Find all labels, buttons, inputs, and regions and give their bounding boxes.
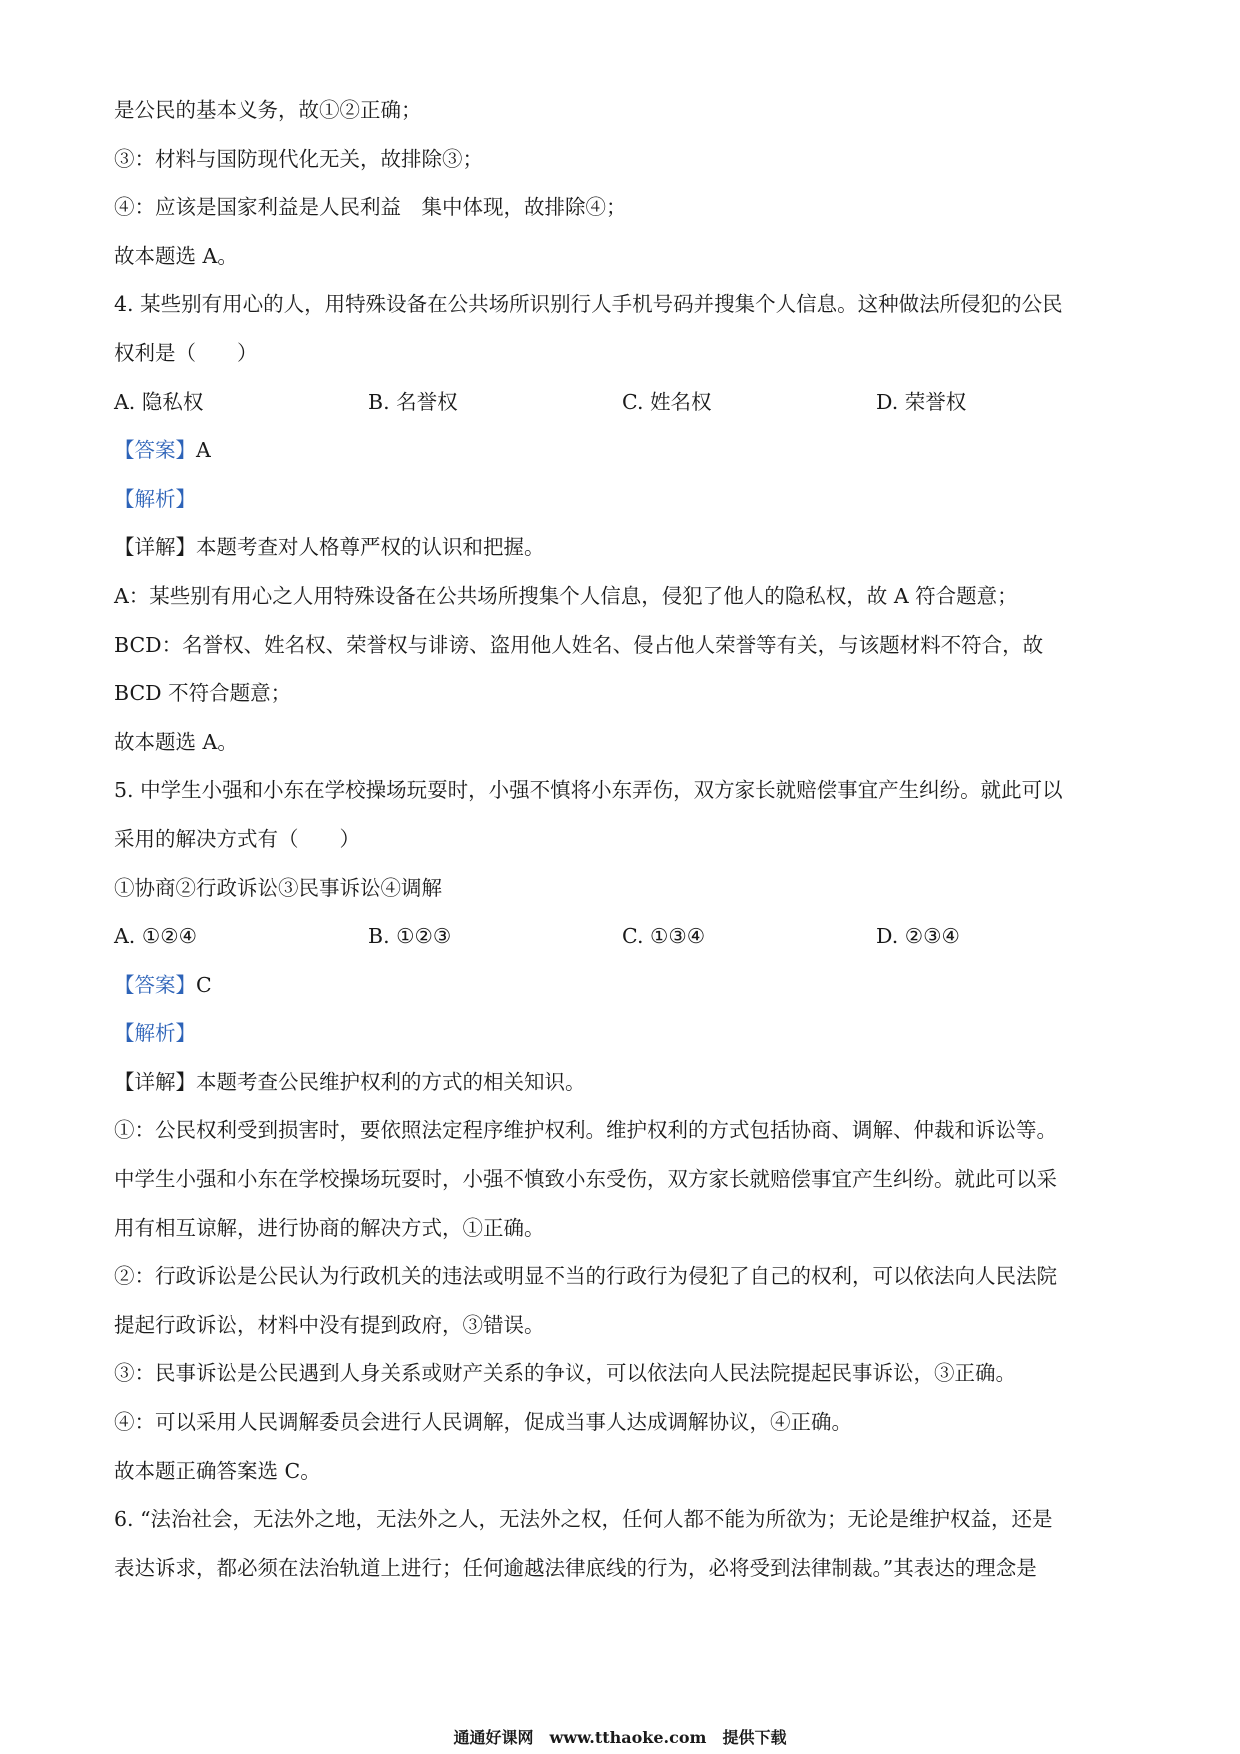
answer-value: C — [196, 972, 212, 997]
document-body — [114, 96, 1134, 1602]
question-6-stem-cont: 表达诉求，都必须在法治轨道上进行；任何逾越法律底线的行为，必将受到法律制裁。”其表达的理念是 — [114, 1555, 1037, 1580]
question-4-options — [114, 388, 1134, 417]
option-c: C. ①③④ — [622, 924, 706, 949]
text-line: 故本题选 A。 — [114, 243, 238, 268]
detail-line: ②：行政诉讼是公民认为行政机关的违法或明显不当的行政行为侵犯了自己的权利，可以依法向人民法院 — [114, 1264, 1057, 1289]
detail-line: 中学生小强和小东在学校操场玩耍时，小强不慎致小东受伤，双方家长就赔偿事宜产生纠纷。就此可以采 — [114, 1167, 1057, 1192]
detail-line: ①：公民权利受到损害时，要依照法定程序维护权利。维护权利的方式包括协商、调解、仲裁和诉讼等。 — [114, 1118, 1057, 1143]
question-5-answer — [114, 971, 1134, 1000]
detail-line: 【详解】本题考查公民维护权利的方式的相关知识。 — [114, 1069, 586, 1094]
detail-line: 用有相互谅解，进行协商的解决方式，①正确。 — [114, 1215, 545, 1240]
option-d: D. 荣誉权 — [876, 389, 967, 414]
detail-line: 提起行政诉讼，材料中没有提到政府，③错误。 — [114, 1312, 545, 1337]
detail-line: 故本题选 A。 — [114, 729, 238, 754]
question-6-stem: 6. “法治社会，无法外之地，无法外之人，无法外之权，任何人都不能为所欲为；无论是维护权益，还是 — [114, 1507, 1053, 1532]
question-4-stem: 4. 某些别有用心的人，用特殊设备在公共场所识别行人手机号码并搜集个人信息。这种做法所侵犯的公民 — [114, 292, 1063, 317]
detail-line: A：某些别有用心之人用特殊设备在公共场所搜集个人信息，侵犯了他人的隐私权，故 A 符合题意； — [114, 583, 1018, 608]
question-4-analysis-tag: 【解析】 — [114, 486, 196, 511]
detail-line: ③：民事诉讼是公民遇到人身关系或财产关系的争议，可以依法向人民法院提起民事诉讼，③正确。 — [114, 1361, 1016, 1386]
detail-line: BCD 不符合题意； — [114, 681, 292, 706]
answer-value: A — [196, 438, 211, 463]
text-line: 是公民的基本义务，故①②正确； — [114, 98, 422, 122]
question-5-stem-cont: 采用的解决方式有（ ） — [114, 826, 360, 851]
question-5-options — [114, 922, 1134, 951]
option-a: A. ①②④ — [114, 924, 197, 949]
answer-tag: 【答案】 — [114, 438, 196, 463]
detail-line: 故本题正确答案选 C。 — [114, 1458, 321, 1483]
answer-tag: 【答案】 — [114, 972, 196, 997]
option-b: B. 名誉权 — [368, 389, 458, 414]
option-c: C. 姓名权 — [622, 389, 712, 414]
option-b: B. ①②③ — [368, 924, 452, 949]
text-line: ④：应该是国家利益是人民利益 集中体现，故排除④； — [114, 195, 627, 220]
page-footer: 通通好课网 www.tthaoke.com 提供下载 — [453, 1728, 787, 1747]
question-4-stem-cont: 权利是（ ） — [114, 340, 258, 365]
detail-line: BCD：名誉权、姓名权、荣誉权与诽谤、盗用他人姓名、侵占他人荣誉等有关，与该题材料不符合，故 — [114, 632, 1044, 657]
question-5-items: ①协商②行政诉讼③民事诉讼④调解 — [114, 875, 442, 900]
question-5-analysis-tag: 【解析】 — [114, 1021, 196, 1046]
option-a: A. 隐私权 — [114, 389, 204, 414]
question-4-answer — [114, 436, 1134, 465]
detail-line: ④：可以采用人民调解委员会进行人民调解，促成当事人达成调解协议，④正确。 — [114, 1410, 852, 1435]
option-d: D. ②③④ — [876, 924, 960, 949]
question-5-stem: 5. 中学生小强和小东在学校操场玩耍时，小强不慎将小东弄伤，双方家长就赔偿事宜产生纠纷。就此可以 — [114, 778, 1063, 803]
text-line: ③：材料与国防现代化无关，故排除③； — [114, 146, 483, 171]
detail-line: 【详解】本题考查对人格尊严权的认识和把握。 — [114, 535, 545, 560]
